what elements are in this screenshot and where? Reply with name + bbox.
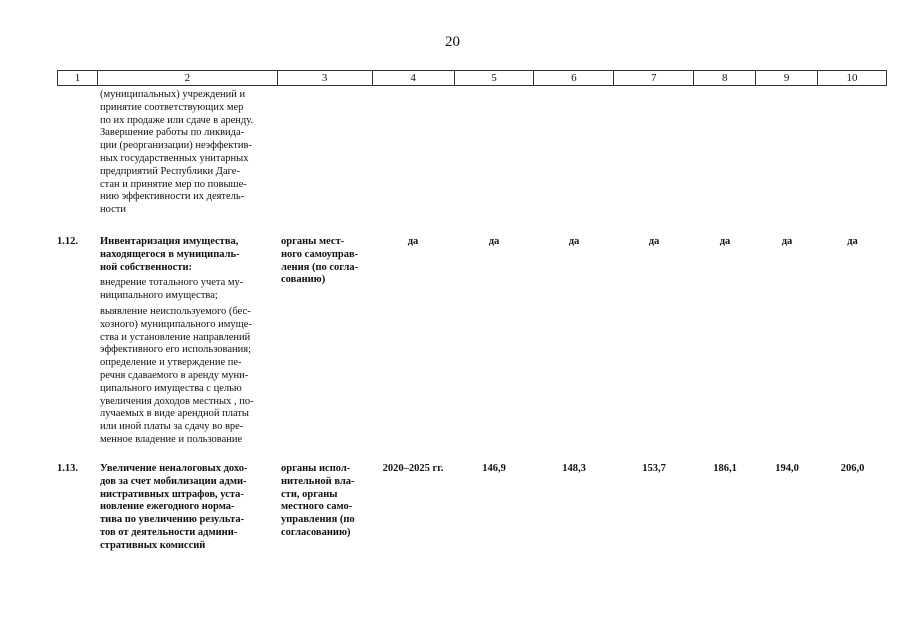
row-paragraph	[100, 277, 273, 303]
cell-col-6: да	[568, 236, 580, 247]
desc-line: принятие соответствующих мер	[100, 101, 244, 113]
desc-line: хозного) муниципального имуще-	[100, 318, 252, 330]
cell-col-8: 186,1	[713, 463, 737, 474]
desc-line: менное владение и пользование	[100, 433, 243, 445]
col-header-7: 7	[614, 71, 694, 85]
row-title	[100, 236, 273, 274]
desc-line: увеличения доходов местных , по-	[100, 395, 254, 407]
desc-line: ных государственных унитарных	[100, 152, 249, 164]
responsible-line: сти, органы	[281, 488, 338, 500]
title-line: находящегося в муниципаль-	[100, 248, 240, 260]
desc-line: определение и утверждение пе-	[100, 357, 242, 369]
cell-col-4: да	[407, 236, 419, 247]
cell-col-9: да	[781, 236, 793, 247]
cell-col-5: да	[488, 236, 500, 247]
title-line: ной собственности:	[100, 261, 192, 273]
desc-line: (муниципальных) учреждений и	[100, 89, 246, 100]
desc-line: по их продаже или сдаче в аренду.	[100, 114, 254, 126]
cell-col-10: 206,0	[840, 463, 865, 474]
cell-col-7: 153,7	[642, 463, 666, 474]
page-number: 20	[445, 34, 460, 50]
cell-col-9: 194,0	[775, 463, 799, 474]
row-paragraph	[100, 306, 273, 447]
title-line: нистративных штрафов, уста-	[100, 488, 244, 500]
col-header-6: 6	[534, 71, 614, 85]
title-line: тива по увеличению результа-	[100, 514, 245, 526]
cell-col-10: да	[847, 236, 858, 247]
title-line: Инвентаризация имущества,	[100, 236, 239, 247]
desc-line: стан и принятие мер по повыше-	[100, 178, 247, 190]
title-line: Увеличение неналоговых дохо-	[100, 463, 248, 474]
row-responsible	[281, 463, 371, 540]
row-responsible	[281, 236, 371, 287]
desc-line: ции (реорганизации) неэффектив-	[100, 140, 252, 152]
cell-col-5: 146,9	[482, 463, 506, 474]
title-line: стративных комиссий	[100, 539, 206, 551]
row-description	[100, 463, 273, 553]
responsible-line: согласованию)	[281, 526, 351, 538]
col-header-3: 3	[278, 71, 373, 85]
desc-line: нию эффективности их деятель-	[100, 191, 245, 203]
desc-line: или иной платы за сдачу во вре-	[100, 421, 244, 433]
row-description	[100, 236, 273, 447]
cell-col-4: 2020–2025 гг.	[382, 463, 444, 474]
title-line: тов от деятельности админи-	[100, 526, 238, 538]
responsible-line: органы испол-	[281, 463, 351, 474]
col-header-1: 1	[58, 71, 98, 85]
cell-col-8: да	[719, 236, 731, 247]
col-header-4: 4	[373, 71, 455, 85]
title-line: новление ежегодного норма-	[100, 501, 235, 513]
desc-line: внедрение тотального учета му-	[100, 277, 244, 289]
responsible-line: ления (по согла-	[281, 261, 359, 273]
desc-line: ства и установление направлений	[100, 331, 251, 343]
table-header-row	[57, 70, 887, 86]
title-line: дов за счет мобилизации адми-	[100, 475, 247, 487]
cell-col-6: 148,3	[562, 463, 586, 474]
responsible-line: управления (по	[281, 514, 355, 526]
desc-line: выявление неиспользуемого (бес-	[100, 305, 251, 317]
responsible-line: сованию)	[281, 274, 326, 286]
col-header-10: 10	[818, 71, 887, 85]
desc-line: эффективного его использования;	[100, 344, 251, 356]
col-header-9: 9	[756, 71, 818, 85]
desc-line: предприятий Республики Даге-	[100, 165, 240, 177]
desc-line: ности	[100, 204, 126, 216]
col-header-8: 8	[694, 71, 756, 85]
continued-description	[100, 89, 273, 217]
desc-line: ципального имущества с целью	[100, 382, 242, 394]
responsible-line: нительной вла-	[281, 475, 355, 487]
desc-line: лучаемых в виде арендной платы	[100, 408, 249, 420]
responsible-line: органы мест-	[281, 236, 345, 247]
cell-col-7: да	[648, 236, 660, 247]
desc-line: Завершение работы по ликвида-	[100, 127, 245, 139]
col-header-2: 2	[98, 71, 278, 85]
desc-line: речня сдаваемого в аренду муни-	[100, 369, 249, 381]
desc-line: ниципального имущества;	[100, 290, 218, 302]
row-number: 1.12.	[57, 236, 78, 247]
responsible-line: местного само-	[281, 501, 353, 513]
row-number: 1.13.	[57, 463, 78, 474]
responsible-line: ного самоупрaв-	[281, 248, 359, 260]
col-header-5: 5	[455, 71, 535, 85]
